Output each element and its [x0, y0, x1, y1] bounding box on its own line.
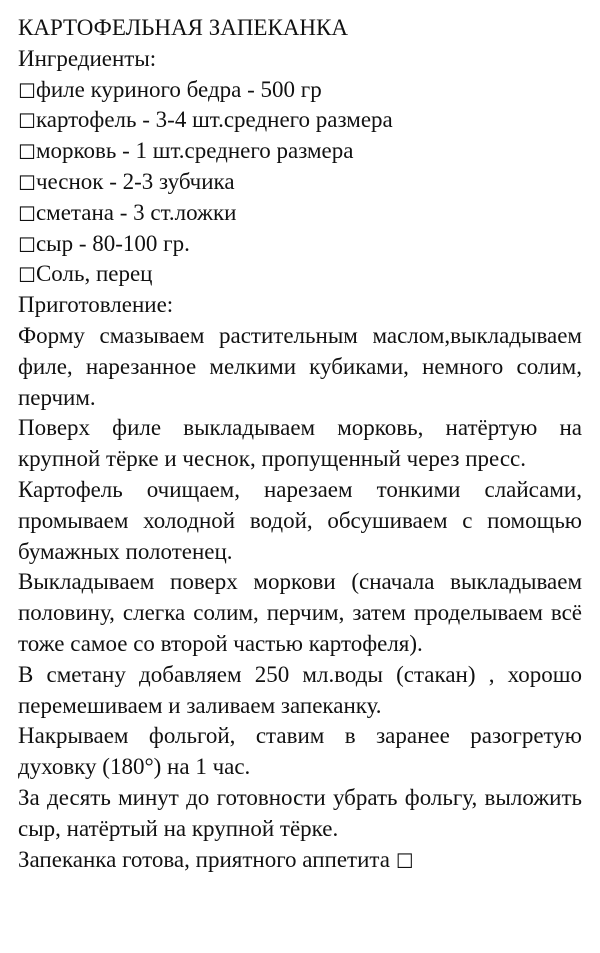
ingredient-text: сметана - 3 ст.ложки [35, 199, 237, 225]
checkbox-glyph-icon: ☐ [18, 109, 36, 134]
checkbox-glyph-icon: ☐ [18, 232, 36, 257]
preparation-step: За десять минут до готовности убрать фольгу, выложить сыр, натёртый на крупной тёрке. [18, 784, 582, 841]
preparation-heading: Приготовление: [18, 292, 174, 318]
checkbox-glyph-icon: ☐ [18, 263, 36, 288]
preparation-step: Поверх филе выкладываем морковь, натёртую на крупной тёрке и чеснок, пропущенный через пресс. [18, 415, 582, 472]
ingredients-list [18, 75, 582, 291]
ingredient-item [18, 167, 582, 198]
recipe-title: КАРТОФЕЛЬНАЯ ЗАПЕКАНКА [18, 15, 348, 40]
preparation-steps [18, 321, 582, 875]
preparation-step: Выкладываем поверх моркови (сначала выкладываем половину, слегка солим, перчим, затем проделываем всё тоже самое со второй частью картофеля). [18, 569, 582, 656]
preparation-step: Форму смазываем растительным маслом,выкладываем филе, нарезанное мелкими кубиками, немного солим, перчим. [18, 322, 582, 410]
preparation-step: В сметану добавляем 250 мл.воды (стакан) , хорошо перемешиваем и заливаем запеканку. [18, 661, 582, 718]
ingredients-heading: Ингредиенты: [18, 45, 157, 71]
checkbox-glyph-icon: ☐ [18, 140, 36, 165]
ingredient-item [18, 198, 582, 229]
checkbox-glyph-icon: ☐ [18, 170, 36, 195]
preparation-step: Картофель очищаем, нарезаем тонкими слайсами, промываем холодной водой, обсушиваем с помощью бумажных полотенец. [18, 476, 582, 564]
ingredient-item [18, 136, 582, 167]
ingredient-text: Соль, перец [35, 261, 153, 287]
ingredient-text: картофель - 3-4 шт.среднего размера [35, 107, 393, 133]
ingredient-item [18, 75, 582, 106]
closing-text: Запеканка готова, приятного аппетита [18, 846, 396, 872]
closing-line [18, 845, 582, 876]
ingredient-item [18, 259, 582, 290]
checkbox-glyph-icon: ☐ [395, 848, 414, 873]
checkbox-glyph-icon: ☐ [18, 78, 36, 103]
ingredient-text: морковь - 1 шт.среднего размера [35, 138, 354, 164]
ingredient-item [18, 229, 582, 260]
ingredient-text: чеснок - 2-3 зубчика [35, 168, 235, 194]
checkbox-glyph-icon: ☐ [18, 201, 36, 226]
preparation-step: Накрываем фольгой, ставим в заранее разогретую духовку (180°) на 1 час. [18, 723, 582, 780]
ingredient-item [18, 105, 582, 136]
ingredient-text: сыр - 80-100 гр. [35, 230, 190, 256]
ingredient-text: филе куриного бедра - 500 гр [35, 76, 322, 102]
